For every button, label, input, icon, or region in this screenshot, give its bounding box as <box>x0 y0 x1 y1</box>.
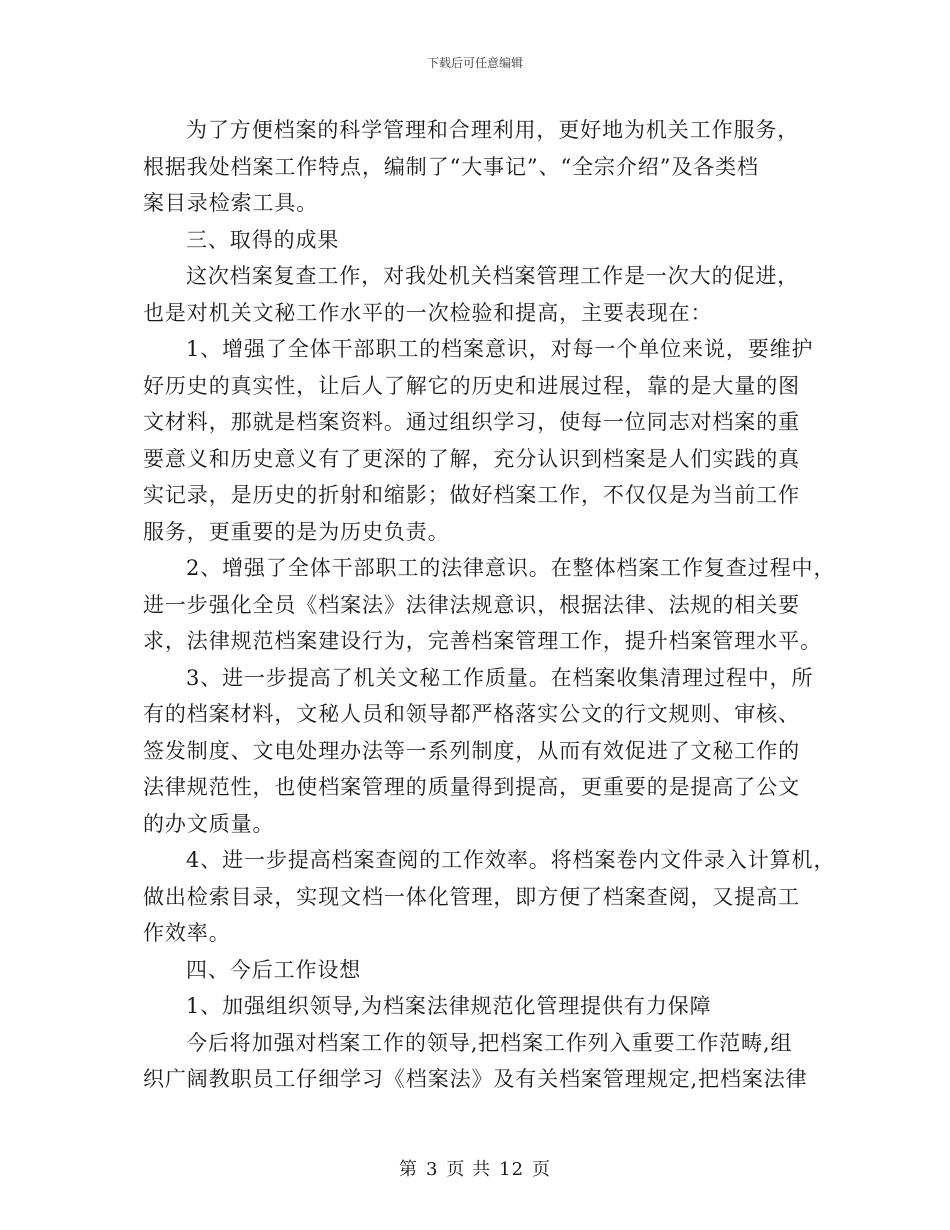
page-total: 12 <box>499 1159 525 1180</box>
footer-prefix: 第 <box>398 1159 418 1180</box>
body-line: 3、进一步提高了机关文秘工作质量。在档案收集清理过程中，所 <box>186 665 814 690</box>
body-line: 做出检索目录，实现文档一体化管理，即方便了档案查阅，又提高工 <box>143 884 800 909</box>
section-heading: 四、今后工作设想 <box>186 957 362 982</box>
body-line: 1、增强了全体干部职工的档案意识，对每一个单位来说，要维护 <box>186 337 814 361</box>
body-line: 也是对机关文秘工作水平的一次检验和提高，主要表现在： <box>143 300 713 325</box>
body-line: 这次档案复查工作，对我处机关档案管理工作是一次大的促进， <box>186 264 800 288</box>
body-line: 2、增强了全体干部职工的法律意识。在整体档案工作复查过程中， <box>186 556 836 580</box>
body-line: 根据我处档案工作特点，编制了“大事记”、“全宗介绍”及各类档 <box>143 154 759 179</box>
body-line: 好历史的真实性，让后人了解它的历史和进展过程，靠的是大量的图 <box>143 373 800 398</box>
page-footer <box>0 1155 950 1181</box>
body-line: 为了方便档案的科学管理和合理利用，更好地为机关工作服务， <box>186 118 800 142</box>
body-line: 法律规范性，也使档案管理的质量得到提高，更重要的是提高了公文 <box>143 775 800 799</box>
body-line: 作效率。 <box>143 921 231 945</box>
document-body <box>143 112 836 1098</box>
body-line: 要意义和历史意义有了更深的了解，充分认识到档案是人们实践的真 <box>143 446 800 471</box>
body-line: 4、进一步提高档案查阅的工作效率。将档案卷内文件录入计算机， <box>186 848 836 872</box>
page-number: 3 <box>425 1159 439 1180</box>
subsection-heading: 1、加强组织领导,为档案法律规范化管理提供有力保障 <box>186 994 712 1018</box>
body-line: 织广阔教职员工仔细学习《档案法》及有关档案管理规定,把档案法律 <box>143 1067 808 1091</box>
footer-middle: 页 共 <box>446 1159 492 1180</box>
body-line: 签发制度、文电处理办法等一系列制度，从而有效促进了文秘工作的 <box>143 738 800 763</box>
body-line: 案目录检索工具。 <box>143 191 319 215</box>
body-line: 今后将加强对档案工作的领导,把档案工作列入重要工作范畴,组 <box>186 1030 793 1055</box>
body-line: 服务，更重要的是为历史负责。 <box>143 519 450 544</box>
page-header: 下载后可任意编辑 <box>426 56 523 70</box>
section-heading: 三、取得的成果 <box>186 227 340 252</box>
body-line: 进一步强化全员《档案法》法律法规意识，根据法律、法规的相关要 <box>143 592 800 617</box>
body-line: 文材料，那就是档案资料。通过组织学习，使每一位同志对档案的重 <box>143 410 800 434</box>
body-line: 实记录，是历史的折射和缩影；做好档案工作，不仅仅是为当前工作 <box>143 483 800 507</box>
body-line: 的办文质量。 <box>143 811 275 836</box>
body-line: 有的档案材料，文秘人员和领导都严格落实公文的行文规则、审核、 <box>143 702 800 726</box>
footer-suffix: 页 <box>532 1159 552 1180</box>
body-line: 求，法律规范档案建设行为，完善档案管理工作，提升档案管理水平。 <box>143 629 822 653</box>
